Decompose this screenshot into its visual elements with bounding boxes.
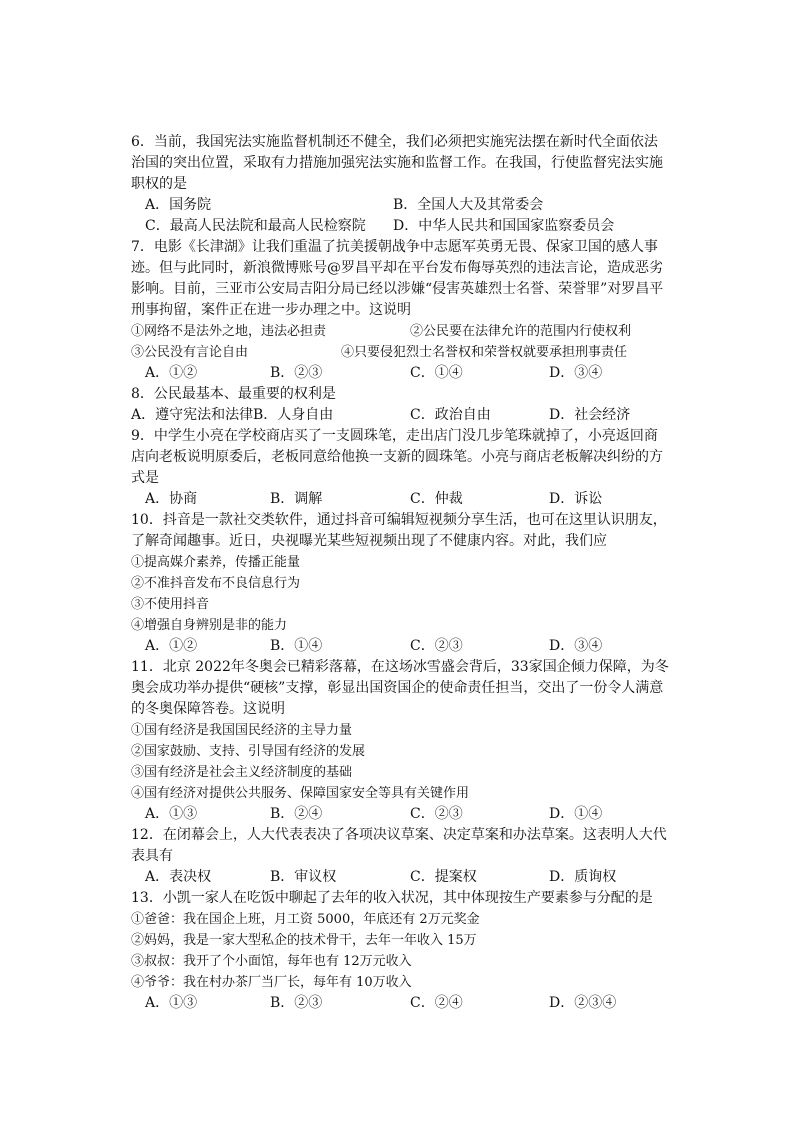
exam-page xyxy=(131,132,671,1014)
option-c[interactable]: C．提案权 xyxy=(410,869,477,885)
option-c[interactable]: C．仲裁 xyxy=(410,491,463,507)
options-row xyxy=(131,195,671,216)
option-c[interactable]: C．政治自由 xyxy=(410,407,491,423)
question-6 xyxy=(131,132,671,195)
option-b[interactable]: B．全国人大及其常委会 xyxy=(393,197,544,213)
option-a[interactable]: A．国务院 xyxy=(145,197,212,213)
question-7 xyxy=(131,237,671,321)
statement-4: ④增强自身辨别是非的能力 xyxy=(131,618,288,633)
option-d[interactable]: D．①④ xyxy=(549,806,603,822)
statement-4: ④国有经济对提供公共服务、保障国家安全等具有关键作用 xyxy=(131,786,470,801)
option-b[interactable]: B．审议权 xyxy=(270,869,337,885)
question-8 xyxy=(131,384,671,405)
question-stem: 6．当前，我国宪法实施监督机制还不健全，我们必须把实施宪法摆在新时代全面依法治国的突出位置，采取有力措施加强宪法实施和监督工作。在我国，行使监督宪法实施职权的是 xyxy=(131,134,663,192)
statement-3: ③叔叔：我开了个小面馆，每年也有 12万元收入 xyxy=(131,954,412,969)
option-b[interactable]: B．①④ xyxy=(270,638,323,654)
question-13 xyxy=(131,888,671,909)
question-9 xyxy=(131,426,671,489)
statement-2: ②妈妈，我是一家大型私企的技术骨干，去年一年收入 15万 xyxy=(131,933,477,948)
statement-4: ④只要侵犯烈士名誉权和荣誉权就要承担刑事责任 xyxy=(341,345,628,360)
option-a[interactable]: A．①② xyxy=(145,365,198,381)
option-c[interactable]: C．①④ xyxy=(410,365,463,381)
option-d[interactable]: D．社会经济 xyxy=(549,407,631,423)
option-d[interactable]: D．③④ xyxy=(549,365,603,381)
option-a[interactable]: A．①③ xyxy=(145,995,198,1011)
statement-2: ②不准抖音发布不良信息行为 xyxy=(131,576,301,591)
statement-1: ①爸爸：我在国企上班，月工资 5000，年底还有 2万元奖金 xyxy=(131,912,480,927)
options-row xyxy=(131,867,671,888)
statement-2: ②公民要在法律允许的范围内行使权利 xyxy=(410,324,632,339)
options-row xyxy=(131,804,671,825)
option-b[interactable]: B．人身自由 xyxy=(253,407,334,423)
option-c[interactable]: C．②④ xyxy=(410,995,463,1011)
question-stem: 13．小凯一家人在吃饭中聊起了去年的收入状况，其中体现按生产要素参与分配的是 xyxy=(131,890,653,906)
option-b[interactable]: B．②③ xyxy=(270,365,323,381)
option-a[interactable]: A．表决权 xyxy=(145,869,212,885)
option-a[interactable]: A．①③ xyxy=(145,806,198,822)
question-10 xyxy=(131,510,671,552)
options-row xyxy=(131,993,671,1014)
statement-2: ②国家鼓励、支持、引导国有经济的发展 xyxy=(131,744,366,759)
question-stem: 8．公民最基本、最重要的权利是 xyxy=(131,386,336,402)
statement-1: ①网络不是法外之地，违法必担责 xyxy=(131,324,327,339)
option-c[interactable]: C．②③ xyxy=(410,638,463,654)
options-row xyxy=(131,216,671,237)
question-stem: 9．中学生小亮在学校商店买了一支圆珠笔，走出店门没几步笔珠就掉了，小亮返回商店向老板说明原委后，老板同意给他换一支新的圆珠笔。小亮与商店老板解决纠纷的方式是 xyxy=(131,428,663,486)
option-c[interactable]: C．最高人民法院和最高人民检察院 xyxy=(145,218,366,234)
option-b[interactable]: B．调解 xyxy=(270,491,323,507)
option-c[interactable]: C．②③ xyxy=(410,806,463,822)
question-11 xyxy=(131,657,671,720)
option-a[interactable]: A．遵守宪法和法律 xyxy=(131,407,254,423)
statement-1: ①国有经济是我国国民经济的主导力量 xyxy=(131,723,353,738)
question-stem: 10．抖音是一款社交类软件，通过抖音可编辑短视频分享生活，也可在这里认识朋友，了解奇闻趣事。近日，央视曝光某些短视频出现了不健康内容。对此，我们应 xyxy=(131,512,667,549)
statement-4: ④爷爷：我在村办茶厂当厂长，每年有 10万收入 xyxy=(131,975,412,990)
option-a[interactable]: A．协商 xyxy=(145,491,198,507)
option-b[interactable]: B．②③ xyxy=(270,995,323,1011)
question-stem: 12．在闭幕会上，人大代表表决了各项决议草案、决定草案和办法草案。这表明人大代表具有 xyxy=(131,827,667,864)
statements-row xyxy=(131,342,671,363)
option-d[interactable]: D．中华人民共和国国家监察委员会 xyxy=(393,218,615,234)
question-stem: 11．北京 2022年冬奥会已精彩落幕，在这场冰雪盛会背后，33家国企倾力保障，为冬奥会成功举办提供“硬核”支撑，彰显出国资国企的使命责任担当，交出了一份令人满意的冬奥保障答卷。这说明 xyxy=(131,659,669,717)
options-row xyxy=(131,405,671,426)
option-d[interactable]: D．质询权 xyxy=(549,869,617,885)
question-stem: 7．电影《长津湖》让我们重温了抗美援朝战争中志愿军英勇无畏、保家卫国的感人事迹。但与此同时，新浪微博账号@罗昌平却在平台发布侮辱英烈的违法言论，造成恶劣影响。目前，三亚市公安局吉阳分局已经以涉嫌“侵害英雄烈士名誉、荣誉罪”对罗昌平刑事拘留，案件正在进一步办理之中。这说明 xyxy=(131,239,664,318)
statements-row xyxy=(131,321,671,342)
statement-1: ①提高媒介素养，传播正能量 xyxy=(131,555,301,570)
statement-3: ③国有经济是社会主义经济制度的基础 xyxy=(131,765,353,780)
option-d[interactable]: D．③④ xyxy=(549,638,603,654)
question-12 xyxy=(131,825,671,867)
option-d[interactable]: D．诉讼 xyxy=(549,491,603,507)
statement-3: ③公民没有言论自由 xyxy=(131,345,249,360)
option-d[interactable]: D．②③④ xyxy=(549,995,617,1011)
option-a[interactable]: A．①② xyxy=(145,638,198,654)
statement-3: ③不使用抖音 xyxy=(131,597,210,612)
options-row xyxy=(131,636,671,657)
options-row xyxy=(131,489,671,510)
options-row xyxy=(131,363,671,384)
option-b[interactable]: B．②④ xyxy=(270,806,323,822)
